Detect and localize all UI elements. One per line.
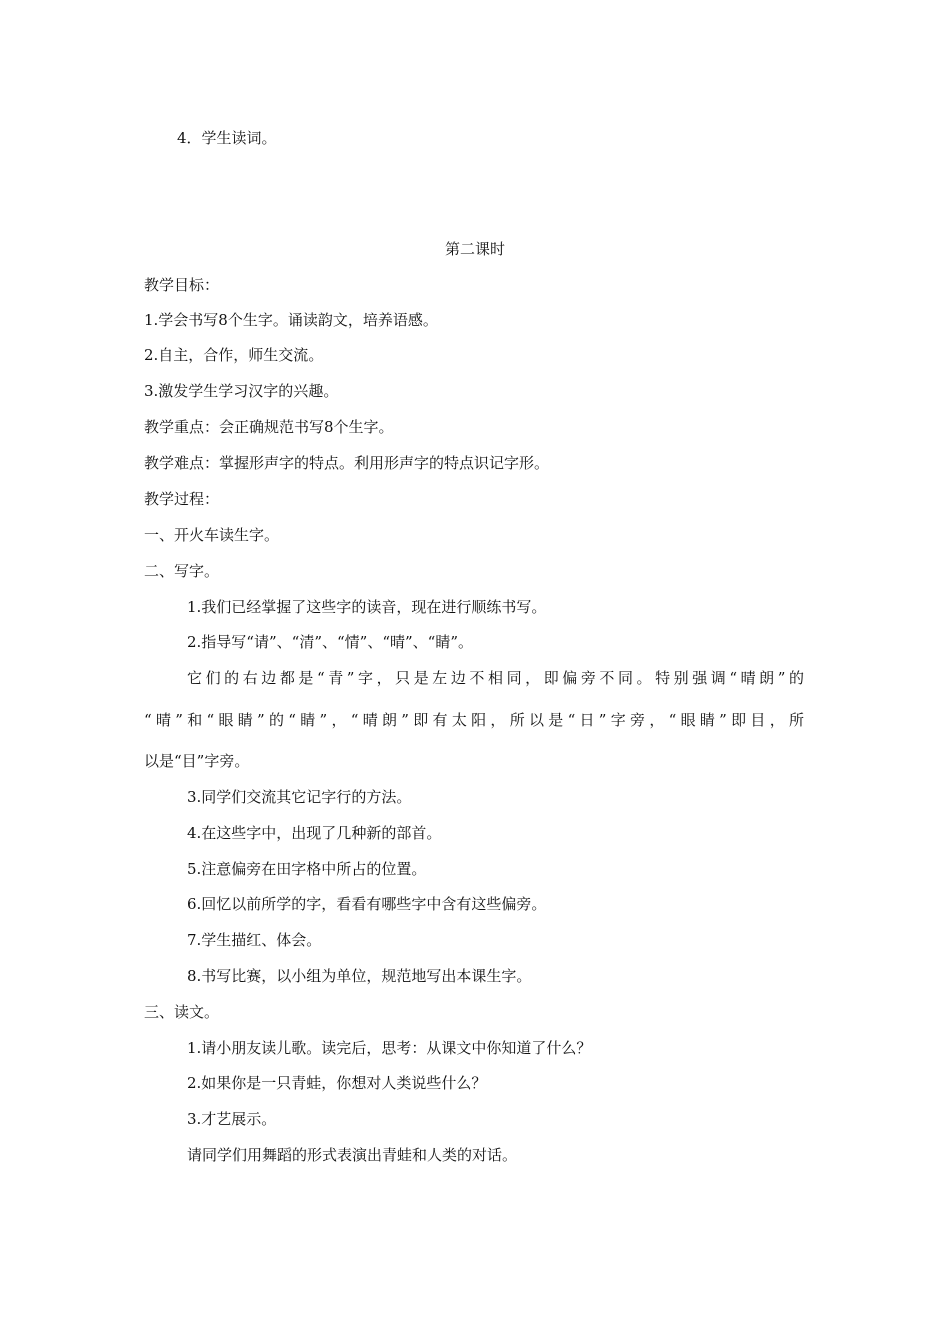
- paragraph-line: 以是“目”字旁。: [144, 752, 250, 770]
- difficulty: 教学难点：掌握形声字的特点。利用形声字的特点识记字形。: [144, 454, 550, 472]
- list-item-read-words: 4．学生读词。: [177, 129, 277, 147]
- paragraph-line: “晴”和“眼睛”的“睛”，“晴朗”即有太阳，所以是“日”字旁，“眼睛”即目，所: [144, 711, 804, 729]
- section-heading: 一、开火车读生字。: [144, 526, 280, 544]
- paragraph-line: 请同学们用舞蹈的形式表演出青蛙和人类的对话。: [187, 1146, 518, 1164]
- section-heading: 三、读文。: [144, 1003, 220, 1021]
- key-point: 教学重点：会正确规范书写8个生字。: [144, 418, 394, 436]
- lesson-title: 第二课时: [444, 240, 505, 258]
- list-item: 2.如果你是一只青蛙，你想对人类说些什么？: [187, 1074, 487, 1092]
- list-item: 5.注意偏旁在田字格中所占的位置。: [187, 860, 427, 878]
- list-item: 8.书写比赛，以小组为单位，规范地写出本课生字。: [187, 967, 532, 985]
- list-item: 1.我们已经掌握了这些字的读音，现在进行顺练书写。: [187, 598, 547, 616]
- list-item: 6.回忆以前所学的字，看看有哪些字中含有这些偏旁。: [187, 895, 547, 913]
- objective-item: 2.自主，合作，师生交流。: [144, 346, 324, 364]
- list-item: 4.在这些字中，出现了几种新的部首。: [187, 824, 442, 842]
- list-item: 7.学生描红、体会。: [187, 931, 322, 949]
- list-item: 3.同学们交流其它记字行的方法。: [187, 788, 412, 806]
- objective-item: 3.激发学生学习汉字的兴趣。: [144, 382, 339, 400]
- list-item: 1.请小朋友读儿歌。读完后，思考：从课文中你知道了什么？: [187, 1039, 592, 1057]
- paragraph-line: 它们的右边都是“青”字，只是左边不相同，即偏旁不同。特别强调“晴朗”的: [187, 669, 804, 687]
- objectives-heading: 教学目标：: [144, 276, 220, 294]
- list-item: 3.才艺展示。: [187, 1110, 277, 1128]
- objective-item: 1.学会书写8个生字。诵读韵文，培养语感。: [144, 311, 438, 329]
- section-heading: 二、写字。: [144, 562, 220, 580]
- list-item: 2.指导写“请”、“清”、“情”、“晴”、“睛”。: [187, 633, 473, 651]
- process-heading: 教学过程：: [144, 490, 220, 508]
